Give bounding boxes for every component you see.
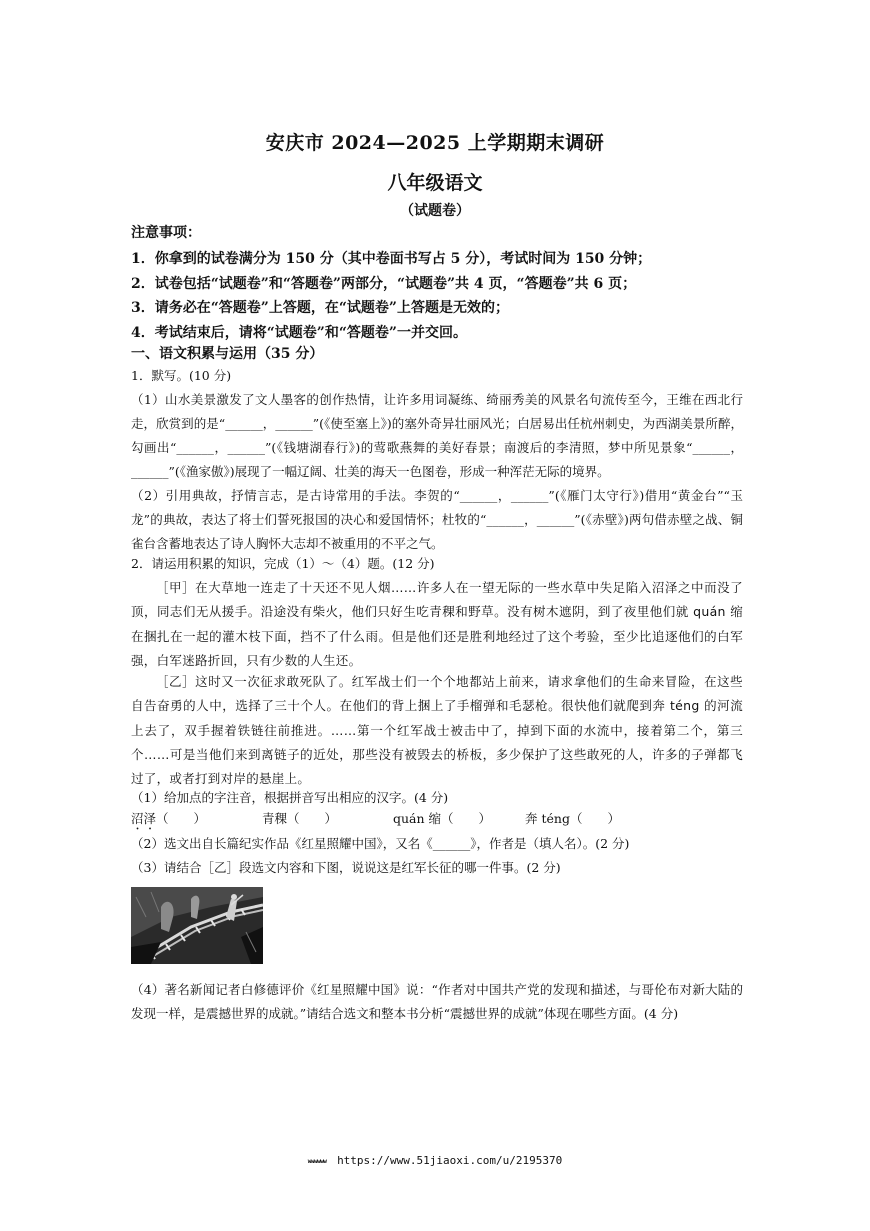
pinyin-row (131, 809, 743, 833)
notice-item: 4．考试结束后，请将“试题卷”和“答题卷”一并交回。 (131, 324, 467, 341)
site-logo: wwwwww (307, 1157, 327, 1165)
footer-url[interactable]: https://www.51jiaoxi.com/u/2195370 (337, 1154, 563, 1167)
paper-type: （试题卷） (400, 203, 470, 219)
section-heading: 一、语文积累与运用（35 分） (131, 346, 324, 362)
question-2-sub-3: （3）请结合［乙］段选文内容和下图，说说这是红军长征的哪一件事。(2 分) (131, 860, 561, 875)
pinyin-item-benteng: 奔 téng（ ） (525, 811, 620, 826)
question-1-label: 1．默写。(10 分) (131, 368, 232, 383)
question-2-label: 2．请运用积累的知识，完成（1）～（4）题。(12 分) (131, 556, 435, 571)
pinyin-item-quansuo: quán 缩（ ） (393, 811, 492, 826)
question-1-part-2: （2）引用典故，抒情言志，是古诗常用的手法。李贺的“______，______”(《雁门太守行》)借用“黄金台”“玉龙”的典故，表达了将士们誓死报国的决心和爱国情怀；杜牧的“______，______”(《赤壁》)两句借赤壁之战、铜雀台含蓄地表达了诗人胸怀大志却不被重用的不平之气。 (131, 488, 743, 551)
passage-jia: ［甲］在大草地一连走了十天还不见人烟……许多人在一望无际的一些水草中失足陷入沼泽之中而没了顶，同志们无从援手。沿途没有柴火，他们只好生吃青稞和野草。没有树木遮阴，到了夜里他们就 quán 缩在捆扎在一起的灌木枝下面，挡不了什么雨。但是他们还是胜利地经过了这个考验，至少比追逐他们的白军强，白军迷路折回，只有少数的人生还。 (131, 580, 743, 668)
notice-item: 2．试卷包括“试题卷”和“答题卷”两部分，“试题卷”共 4 页，“答题卷”共 6 页； (131, 275, 637, 292)
question-1-part-1: （1）山水美景激发了文人墨客的创作热情，让许多用词凝练、绮丽秀美的风景名句流传至今，王维在西北行走，欣赏到的是“______，______”(《使至塞上》)的塞外奇异壮丽风光；白居易出任杭州刺史，为西湖美景所醉，勾画出“______，______”(《钱塘湖春行》)的莺歌燕舞的美好春景；南渡后的李清照，梦中所见景象“______，______”(《渔家傲》)展现了一幅辽阔、壮美的海天一色图卷，形成一种浑茫无际的境界。 (131, 392, 743, 479)
question-2-sub-1: （1）给加点的字注音，根据拼音写出相应的汉字。(4 分) (131, 790, 449, 805)
question-2-sub-4: （4）著名新闻记者白修德评价《红星照耀中国》说：“作者对中国共产党的发现和描述，与哥伦布对新大陆的发现一样，是震撼世界的成就。”请结合选文和整本书分析“震撼世界的成就”体现在哪些方面。(4 分) (131, 982, 743, 1021)
question-2-sub-2: （2）选文出自长篇纪实作品《红星照耀中国》，又名《______》，作者是（填人名）。(2 分) (131, 836, 630, 851)
notice-list (131, 247, 743, 345)
pinyin-item-zhaoze: 沼泽（ ） (131, 811, 207, 826)
notice-item: 1．你拿到的试卷满分为 150 分（其中卷面书写占 5 分），考试时间为 150 分钟； (131, 251, 652, 267)
woodcut-illustration (131, 887, 263, 964)
notice-heading: 注意事项： (131, 225, 201, 241)
passage-yi: ［乙］这时又一次征求敢死队了。红军战士们一个个地都站上前来，请求拿他们的生命来冒险，在这些自告奋勇的人中，选择了三十个人。在他们的背上捆上了手榴弹和毛瑟枪。很快他们就爬到奔 téng 的河流上去了，双手握着铁链往前推进。……第一个红军战士被击中了，掉到下面的水流中，接着第二个，第三个……可是当他们来到离链子的近处，那些没有被毁去的桥板，多少保护了这些敢死的人，许多的子弹都飞过了，或者打到对岸的悬崖上。 (131, 674, 743, 787)
page-subtitle: 八年级语文 (387, 172, 483, 194)
footer (0, 1154, 870, 1167)
notice-item: 3．请务必在“答题卷”上答题，在“试题卷”上答题是无效的； (131, 300, 509, 316)
page-title: 安庆市 2024—2025 上学期期末调研 (265, 132, 605, 154)
pinyin-item-qingke: 青稞（ ） (262, 811, 338, 826)
